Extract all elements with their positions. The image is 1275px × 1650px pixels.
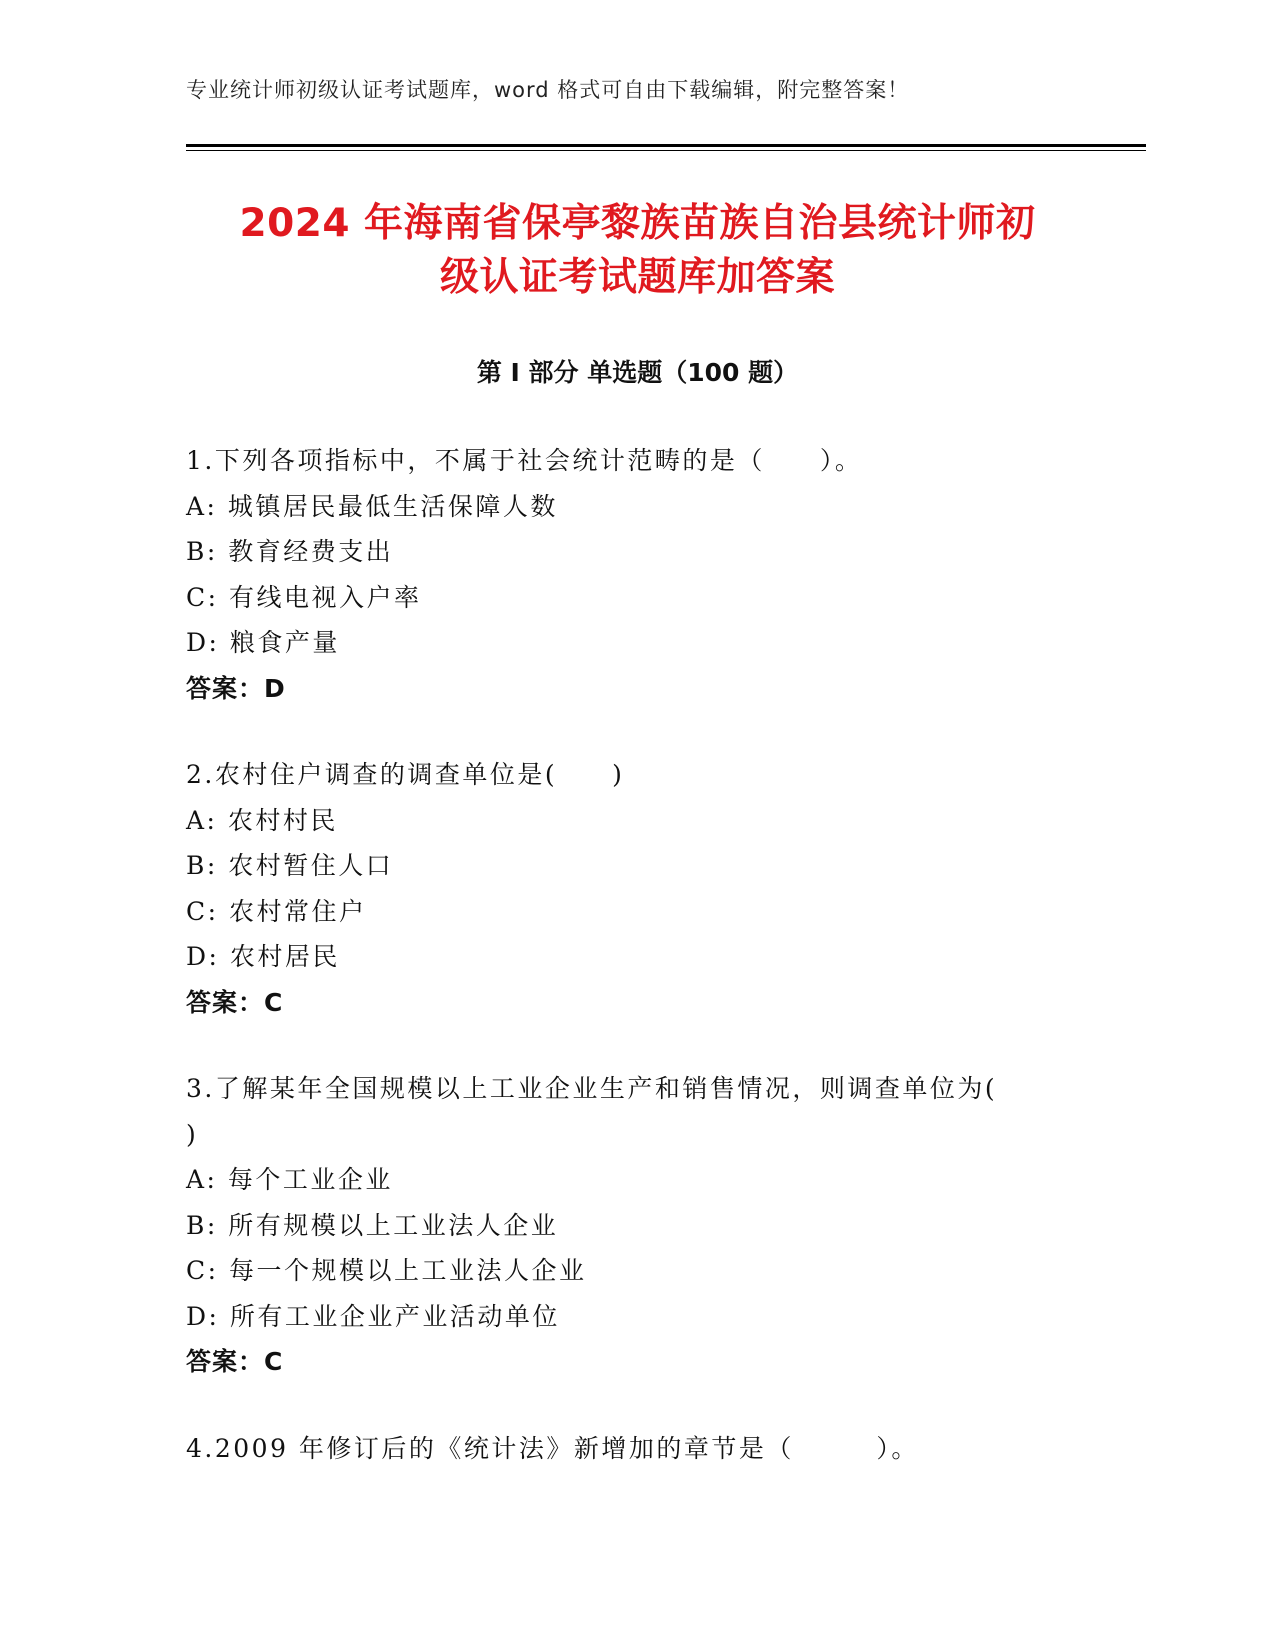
- option-d: D: 所有工业企业产业活动单位: [186, 1301, 560, 1331]
- question-stem: 1.下列各项指标中，不属于社会统计范畴的是（ ）。: [186, 446, 863, 475]
- title-line-2: 级认证考试题库加答案: [439, 255, 835, 300]
- question-3: [186, 1066, 1066, 1385]
- option-c: C: 农村常住户: [186, 896, 367, 926]
- answer: 答案：C: [186, 1347, 284, 1376]
- question-stem: 3.了解某年全国规模以上工业企业生产和销售情况，则调查单位为( ): [186, 1074, 998, 1149]
- option-b: B: 教育经费支出: [186, 537, 394, 566]
- title-line-1: 2024 年海南省保亭黎族苗族自治县统计师初: [239, 201, 1036, 246]
- header-note: 专业统计师初级认证考试题库，word 格式可自由下载编辑，附完整答案！: [186, 78, 910, 102]
- header-rule-thick: [186, 144, 1146, 147]
- option-a: A: 农村村民: [186, 805, 338, 835]
- answer: 答案：D: [186, 673, 286, 703]
- option-d: D: 粮食产量: [186, 628, 340, 657]
- option-b: B: 农村暂住人口: [186, 851, 394, 880]
- question-stem: 2.农村住户调查的调查单位是( ): [186, 760, 625, 789]
- question-stem: 4.2009 年修订后的《统计法》新增加的章节是（ ）。: [186, 1433, 919, 1463]
- option-b: B: 所有规模以上工业法人企业: [186, 1210, 559, 1240]
- document-title: [170, 197, 1105, 305]
- option-c: C: 每一个规模以上工业法人企业: [186, 1256, 587, 1285]
- header-rule-thin: [186, 150, 1146, 151]
- option-a: A: 每个工业企业: [186, 1165, 393, 1194]
- question-list: [186, 438, 1066, 1512]
- section-heading: 第 I 部分 单选题（100 题）: [476, 358, 799, 387]
- question-1: [186, 438, 1066, 711]
- question-2: [186, 752, 1066, 1025]
- question-4: [186, 1426, 1066, 1472]
- option-c: C: 有线电视入户率: [186, 582, 422, 612]
- option-a: A: 城镇居民最低生活保障人数: [186, 491, 558, 521]
- answer: 答案：C: [186, 987, 284, 1017]
- option-d: D: 农村居民: [186, 942, 340, 971]
